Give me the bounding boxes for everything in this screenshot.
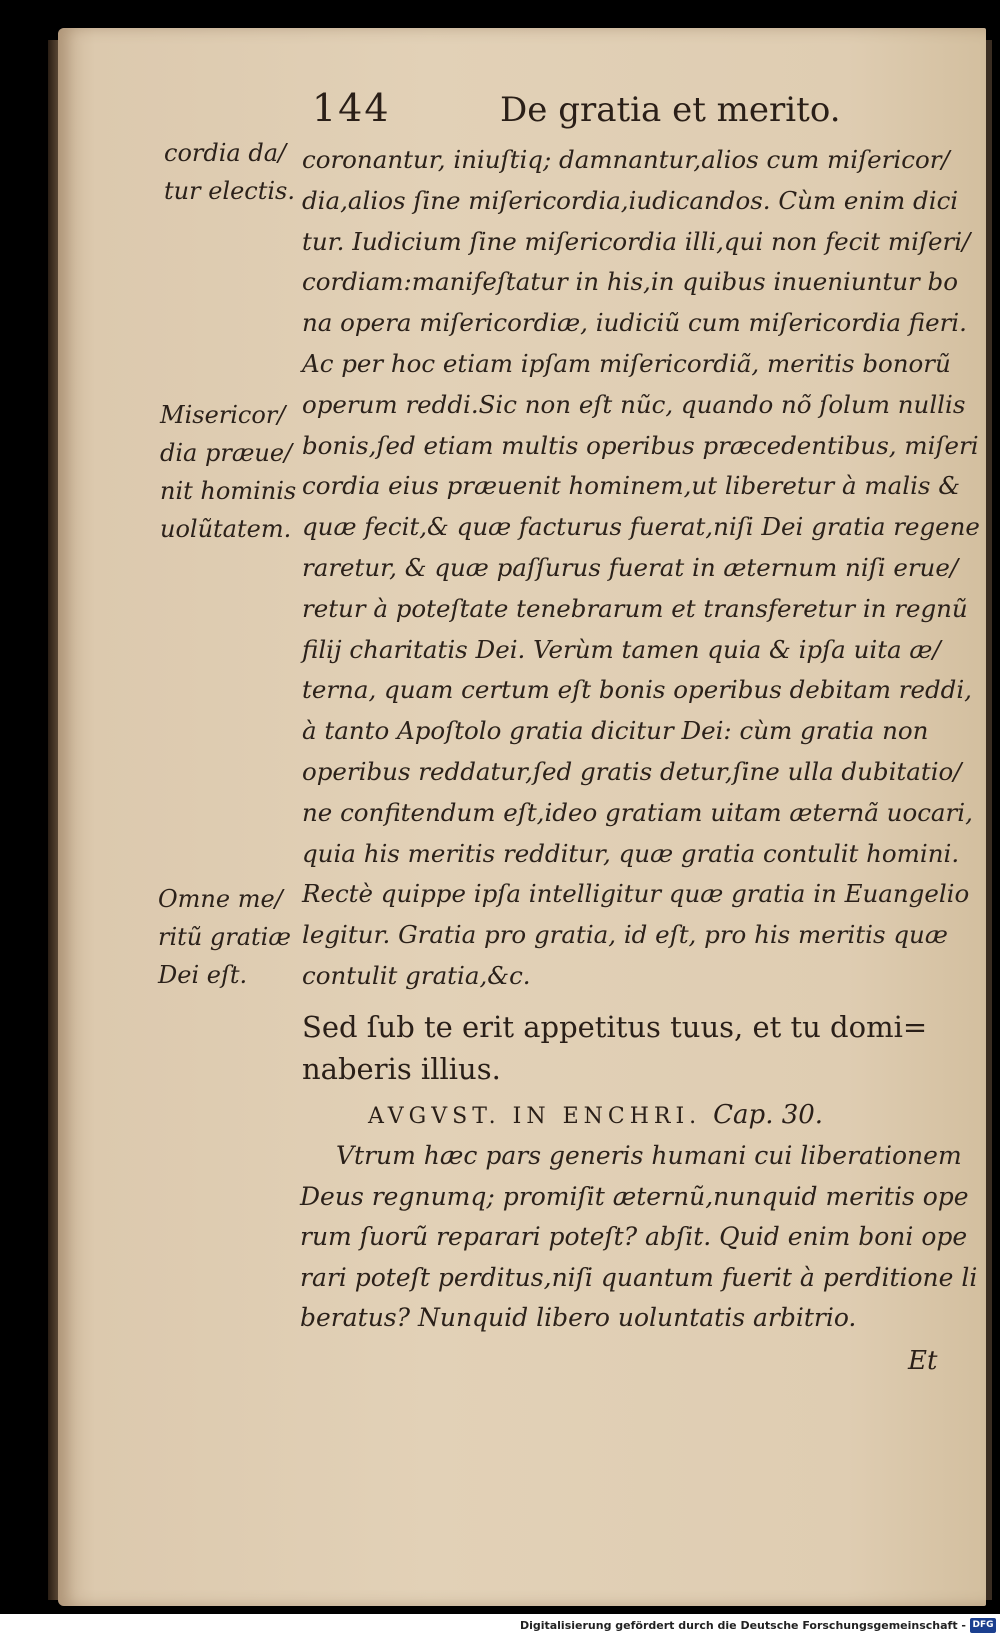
augustine-quote-block [300, 1136, 978, 1339]
margin-note-line: Omne me/ [158, 885, 283, 913]
chapter-source: AVGVST. IN ENCHRI. [368, 1104, 702, 1129]
text-line: Deus regnumq; promiſit æternũ,nunquid meritis ope [300, 1181, 969, 1211]
text-line: coronantur, iniuſtiq; damnantur,alios cum miſericor/ [302, 145, 950, 174]
margin-note-line: dia præue/ [160, 439, 293, 467]
text-line: Ac per hoc etiam ipſam miſericordiã, meritis bonorũ [302, 348, 951, 378]
heading-line: naberis illius. [302, 1052, 501, 1086]
text-line: dia,alios ſine miſericordia,iudicandos. Cùm enim dici [302, 185, 959, 215]
margin-note-meritum [158, 880, 291, 994]
text-line: filij charitatis Dei. Verùm tamen quia & ipſa uita æ/ [302, 634, 941, 664]
margin-note-electis [164, 134, 295, 210]
text-line: beratus? Nunquid libero uoluntatis arbitrio. [300, 1303, 857, 1332]
text-line: contulit gratia,&c. [302, 960, 531, 990]
text-line: raretur, & quæ paſſurus fuerat in æternum niſi erue/ [302, 552, 959, 582]
text-line: bonis,ſed etiam multis operibus præcedentibus, miſeri [302, 430, 979, 460]
text-line: cordiam:manifeſtatur in his,in quibus inueniuntur bo [302, 267, 958, 297]
text-line: quæ fecit,& quæ facturus fuerat,niſi Dei gratia regene [302, 512, 980, 542]
text-line: rum ſuorũ reparari poteſt? abſit. Quid enim boni ope [300, 1222, 968, 1251]
page-number: 144 [312, 86, 391, 130]
text-line: Rectè quippe ipſa intelligitur quæ gratia in Euangelio [302, 879, 970, 909]
text-line: operibus reddatur,ſed gratis detur,ſine ulla dubitatio/ [302, 756, 962, 786]
margin-note-line: ritũ gratiæ [158, 923, 291, 951]
text-line: retur à poteſtate tenebrarum et transferetur in regnũ [302, 593, 968, 623]
text-line: à tanto Apoſtolo gratia dicitur Dei: cùm gratia non [302, 716, 929, 746]
text-line: legitur. Gratia pro gratia, id eſt, pro his meritis quæ [302, 920, 948, 950]
margin-note-line: Dei eſt. [158, 961, 248, 989]
scripture-heading [302, 1006, 927, 1090]
digitization-footer [0, 1614, 1000, 1640]
text-line: cordia eius præuenit hominem,ut liberetur à malis & [302, 471, 961, 501]
margin-note-line: tur electis. [164, 177, 295, 205]
dfg-logo: DFG [970, 1618, 996, 1633]
margin-note-line: nit hominis [160, 477, 297, 505]
main-text-block [302, 140, 980, 997]
text-line: rari poteſt perditus,niſi quantum fuerit à perditione li [300, 1262, 978, 1292]
catchword: Et [908, 1346, 938, 1376]
chapter-number: Cap. 30. [713, 1100, 824, 1130]
margin-note-line: uolũtatem. [160, 515, 292, 543]
footer-credit: Digitalisierung gefördert durch die Deutsche Forschungsgemeinschaft - [519, 1619, 966, 1632]
margin-note-line: Misericor/ [160, 401, 286, 429]
text-line: na opera miſericordiæ, iudiciũ cum miſericordia fieri. [302, 308, 967, 338]
page-edge-strip [986, 40, 992, 1600]
text-line: Vtrum hæc pars generis humani cui liberationem [336, 1141, 962, 1170]
text-line: tur. Iudicium ſine miſericordia illi,qui non fecit miſeri/ [302, 226, 971, 256]
text-line: operum reddi.Sic non eſt nũc, quando nõ ſolum nullis [302, 389, 966, 419]
page-header [300, 86, 860, 136]
text-line: ne confitendum eſt,ideo gratiam uitam æternã uocari, [302, 797, 973, 827]
heading-line: Sed ſub te erit appetitus tuus, et tu domi= [302, 1010, 928, 1044]
text-line: quia his meritis redditur, quæ gratia contulit homini. [302, 838, 960, 868]
text-line: terna, quam certum eſt bonis operibus debitam reddi, [302, 675, 972, 705]
chapter-reference [368, 1100, 823, 1130]
margin-note-line: cordia da/ [164, 139, 287, 167]
running-head: De gratia et merito. [500, 90, 841, 130]
margin-note-misericordia [160, 396, 296, 548]
